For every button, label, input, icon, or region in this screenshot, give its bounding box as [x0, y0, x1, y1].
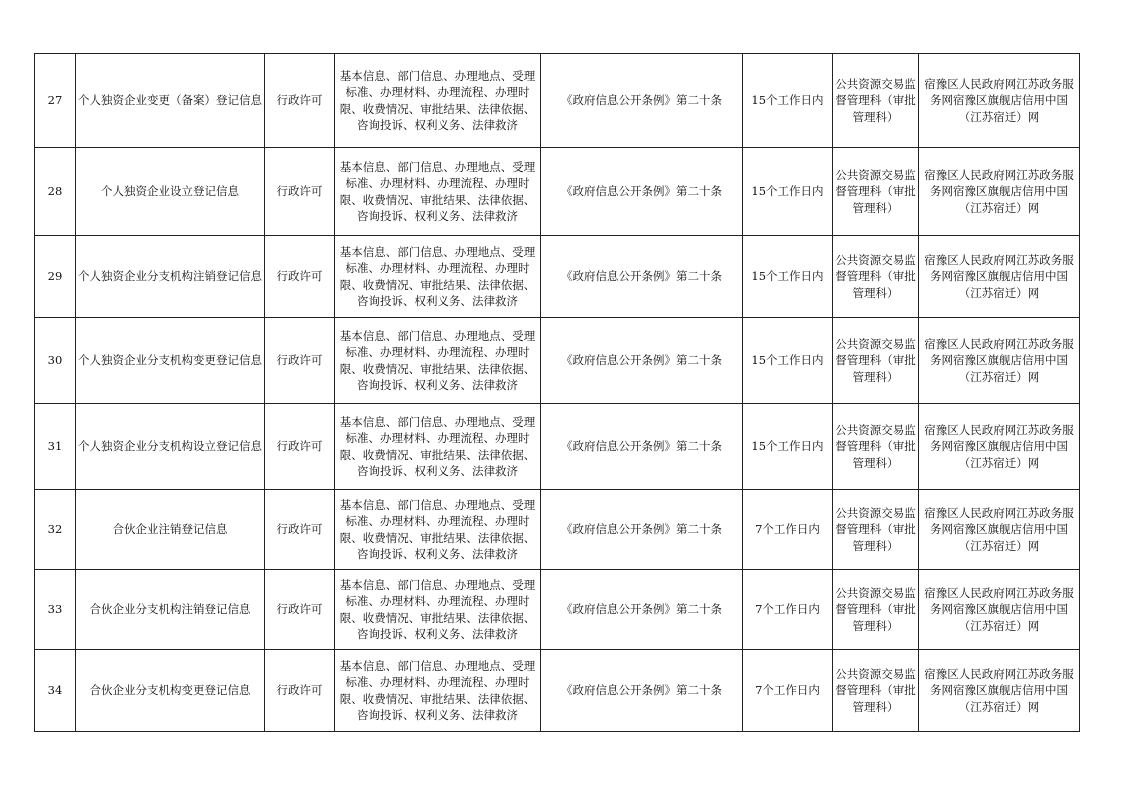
item-name: 个人独资企业分支机构变更登记信息	[76, 318, 265, 404]
item-category: 行政许可	[265, 404, 335, 490]
item-name: 合伙企业分支机构注销登记信息	[76, 570, 265, 650]
table-row	[35, 490, 1080, 570]
legal-basis: 《政府信息公开条例》第二十条	[541, 54, 743, 148]
publish-channel: 宿豫区人民政府网江苏政务服务网宿豫区旗舰店信用中国（江苏宿迁）网	[919, 318, 1080, 404]
legal-basis: 《政府信息公开条例》第二十条	[541, 318, 743, 404]
table-row	[35, 570, 1080, 650]
item-name: 个人独资企业分支机构设立登记信息	[76, 404, 265, 490]
time-limit: 15个工作日内	[743, 404, 833, 490]
responsible-dept: 公共资源交易监督管理科（审批管理科）	[833, 404, 919, 490]
responsible-dept: 公共资源交易监督管理科（审批管理科）	[833, 236, 919, 318]
responsible-dept: 公共资源交易监督管理科（审批管理科）	[833, 570, 919, 650]
table-row	[35, 148, 1080, 236]
responsible-dept: 公共资源交易监督管理科（审批管理科）	[833, 54, 919, 148]
legal-basis: 《政府信息公开条例》第二十条	[541, 404, 743, 490]
item-category: 行政许可	[265, 54, 335, 148]
publish-channel: 宿豫区人民政府网江苏政务服务网宿豫区旗舰店信用中国（江苏宿迁）网	[919, 148, 1080, 236]
time-limit: 7个工作日内	[743, 570, 833, 650]
publish-channel: 宿豫区人民政府网江苏政务服务网宿豫区旗舰店信用中国（江苏宿迁）网	[919, 54, 1080, 148]
table-row	[35, 236, 1080, 318]
responsible-dept: 公共资源交易监督管理科（审批管理科）	[833, 650, 919, 732]
disclosure-content: 基本信息、部门信息、办理地点、受理标准、办理材料、办理流程、办理时限、收费情况、审批结果、法律依据、咨询投诉、权利义务、法律救济	[335, 148, 541, 236]
item-category: 行政许可	[265, 650, 335, 732]
row-number: 29	[35, 236, 76, 318]
item-category: 行政许可	[265, 570, 335, 650]
time-limit: 15个工作日内	[743, 148, 833, 236]
table-row	[35, 650, 1080, 732]
time-limit: 15个工作日内	[743, 318, 833, 404]
disclosure-content: 基本信息、部门信息、办理地点、受理标准、办理材料、办理流程、办理时限、收费情况、审批结果、法律依据、咨询投诉、权利义务、法律救济	[335, 570, 541, 650]
row-number: 32	[35, 490, 76, 570]
responsible-dept: 公共资源交易监督管理科（审批管理科）	[833, 148, 919, 236]
item-category: 行政许可	[265, 236, 335, 318]
responsible-dept: 公共资源交易监督管理科（审批管理科）	[833, 490, 919, 570]
item-category: 行政许可	[265, 148, 335, 236]
item-name: 个人独资企业分支机构注销登记信息	[76, 236, 265, 318]
disclosure-content: 基本信息、部门信息、办理地点、受理标准、办理材料、办理流程、办理时限、收费情况、审批结果、法律依据、咨询投诉、权利义务、法律救济	[335, 54, 541, 148]
item-name: 个人独资企业变更（备案）登记信息	[76, 54, 265, 148]
responsible-dept: 公共资源交易监督管理科（审批管理科）	[833, 318, 919, 404]
disclosure-content: 基本信息、部门信息、办理地点、受理标准、办理材料、办理流程、办理时限、收费情况、审批结果、法律依据、咨询投诉、权利义务、法律救济	[335, 236, 541, 318]
disclosure-content: 基本信息、部门信息、办理地点、受理标准、办理材料、办理流程、办理时限、收费情况、审批结果、法律依据、咨询投诉、权利义务、法律救济	[335, 490, 541, 570]
row-number: 33	[35, 570, 76, 650]
publish-channel: 宿豫区人民政府网江苏政务服务网宿豫区旗舰店信用中国（江苏宿迁）网	[919, 404, 1080, 490]
disclosure-content: 基本信息、部门信息、办理地点、受理标准、办理材料、办理流程、办理时限、收费情况、审批结果、法律依据、咨询投诉、权利义务、法律救济	[335, 404, 541, 490]
publish-channel: 宿豫区人民政府网江苏政务服务网宿豫区旗舰店信用中国（江苏宿迁）网	[919, 236, 1080, 318]
disclosure-table	[34, 53, 1080, 732]
publish-channel: 宿豫区人民政府网江苏政务服务网宿豫区旗舰店信用中国（江苏宿迁）网	[919, 650, 1080, 732]
item-name: 合伙企业注销登记信息	[76, 490, 265, 570]
row-number: 28	[35, 148, 76, 236]
publish-channel: 宿豫区人民政府网江苏政务服务网宿豫区旗舰店信用中国（江苏宿迁）网	[919, 570, 1080, 650]
time-limit: 7个工作日内	[743, 490, 833, 570]
time-limit: 15个工作日内	[743, 54, 833, 148]
publish-channel: 宿豫区人民政府网江苏政务服务网宿豫区旗舰店信用中国（江苏宿迁）网	[919, 490, 1080, 570]
table-row	[35, 54, 1080, 148]
item-category: 行政许可	[265, 318, 335, 404]
legal-basis: 《政府信息公开条例》第二十条	[541, 236, 743, 318]
legal-basis: 《政府信息公开条例》第二十条	[541, 570, 743, 650]
legal-basis: 《政府信息公开条例》第二十条	[541, 490, 743, 570]
legal-basis: 《政府信息公开条例》第二十条	[541, 650, 743, 732]
row-number: 27	[35, 54, 76, 148]
row-number: 34	[35, 650, 76, 732]
time-limit: 15个工作日内	[743, 236, 833, 318]
table-row	[35, 404, 1080, 490]
item-name: 个人独资企业设立登记信息	[76, 148, 265, 236]
row-number: 31	[35, 404, 76, 490]
item-name: 合伙企业分支机构变更登记信息	[76, 650, 265, 732]
row-number: 30	[35, 318, 76, 404]
time-limit: 7个工作日内	[743, 650, 833, 732]
table-row	[35, 318, 1080, 404]
disclosure-content: 基本信息、部门信息、办理地点、受理标准、办理材料、办理流程、办理时限、收费情况、审批结果、法律依据、咨询投诉、权利义务、法律救济	[335, 318, 541, 404]
item-category: 行政许可	[265, 490, 335, 570]
legal-basis: 《政府信息公开条例》第二十条	[541, 148, 743, 236]
disclosure-content: 基本信息、部门信息、办理地点、受理标准、办理材料、办理流程、办理时限、收费情况、审批结果、法律依据、咨询投诉、权利义务、法律救济	[335, 650, 541, 732]
